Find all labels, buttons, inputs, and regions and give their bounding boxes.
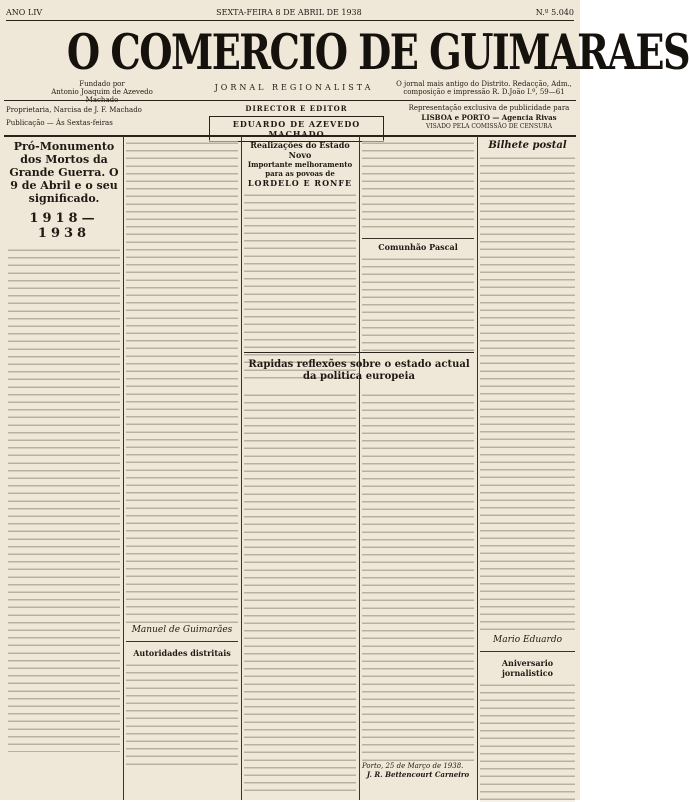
volume-label: ANO LIV xyxy=(6,7,43,17)
article-body-text xyxy=(362,392,474,762)
comunhao-title: Comunhão Pascal xyxy=(362,238,474,252)
article-body-text xyxy=(126,662,238,767)
advertising-info: Representação exclusiva de publicidade para LISBOA e PORTO — Agencia Rivas VISADO PELA COMISSÃO DE CENSURA xyxy=(408,104,570,130)
signature: Mario Eduardo xyxy=(492,635,563,645)
article-bilhete-postal xyxy=(480,140,575,802)
masthead xyxy=(4,20,689,104)
newspaper-address: O jornal mais antigo do Distrito. Redacção, Adm., composição e impressão R. D.João I.º, 59—61 xyxy=(396,80,572,96)
info-bar xyxy=(4,100,576,137)
top-info-line xyxy=(6,4,574,21)
article-body-text xyxy=(244,392,356,792)
issue-date: SEXTA-FEIRA 8 DE ABRIL DE 1938 xyxy=(216,7,362,17)
bilhete-title: Bilhete postal xyxy=(488,140,567,151)
article-body-text xyxy=(8,247,120,752)
issue-number: N.º 5.040 xyxy=(535,7,574,17)
article-pro-monumento xyxy=(8,140,120,752)
newspaper-title: O COMERCIO DE GUIMARAES xyxy=(66,23,689,81)
column-divider xyxy=(359,136,360,800)
column-divider xyxy=(123,136,124,800)
article-continuation-2 xyxy=(362,140,474,351)
director-name: EDUARDO DE AZEVEDO MACHADO xyxy=(209,116,384,142)
article-body-text xyxy=(362,256,474,351)
founder-info: Fundado por Antonio Joaquim de Azevedo Machado xyxy=(51,80,153,104)
autoridades-title: Autoridades distritais xyxy=(133,648,231,658)
headline-years: 1918—1938 xyxy=(29,211,99,241)
signature: J. R. Bettencourt Carneiro xyxy=(366,770,470,779)
aniversario-title: Aniversario jornalistico xyxy=(501,658,554,678)
date-line: Porto, 25 de Março de 1938. xyxy=(362,762,464,770)
rapidas-headline: Rapidas reflexões sobre o estado actual da politica europeia xyxy=(244,352,474,383)
realizacoes-title: Realizações do Estado Novo xyxy=(250,140,350,160)
article-body-text xyxy=(362,140,474,232)
owner-info: Proprietaria, Narcisa de J. F. Machado Publicação — Às Sextas-feiras xyxy=(6,106,142,127)
article-body-text xyxy=(480,682,575,802)
article-body-text xyxy=(126,140,238,625)
newspaper-subtitle: JORNAL REGIONALISTA xyxy=(214,83,374,92)
article-realizacoes: Realizações do Estado Novo Importante melhoramento para as povoas de LORDELO E RONFE xyxy=(244,140,356,382)
signature: Manuel de Guimarães xyxy=(131,625,233,635)
article-body-text xyxy=(480,155,575,635)
column-divider xyxy=(241,136,242,800)
article-continuation xyxy=(126,140,238,767)
headline-main: Pró-Monumento dos Mortos da Grande Guerra. O 9 de Abril e o seu significado. xyxy=(9,140,119,205)
director-box: DIRECTOR E EDITOR EDUARDO DE AZEVEDO MACHADO xyxy=(209,104,384,142)
column-divider xyxy=(477,136,478,800)
